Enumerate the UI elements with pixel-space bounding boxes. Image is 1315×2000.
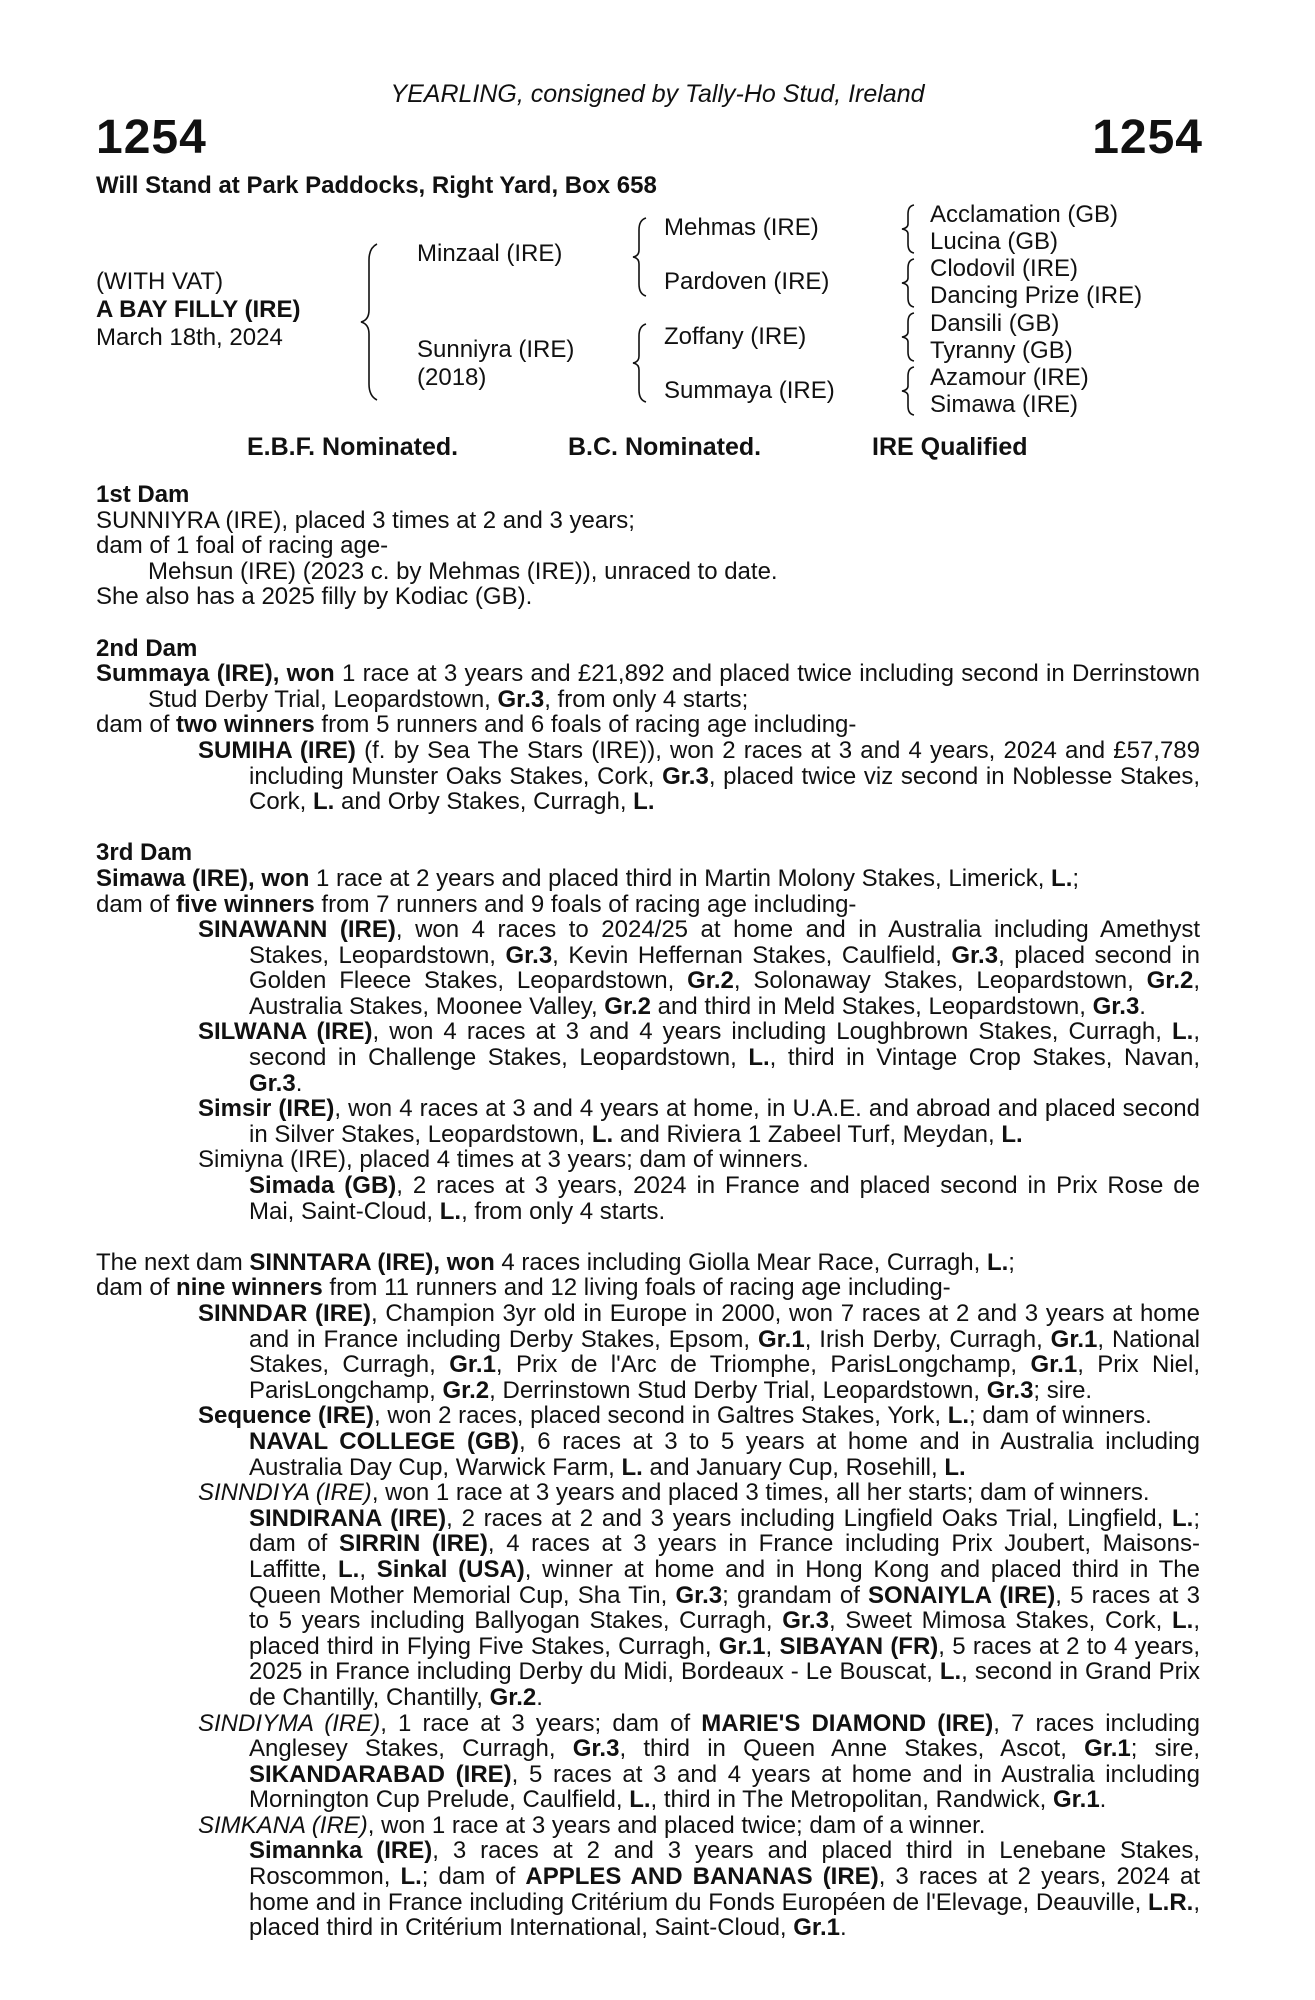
next-dam-produce: SINNDAR (IRE), Champion 3yr old in Europe in 2000, won 7 races at 2 and 3 years at home and in France including Derby Stakes, Epsom, Gr.1, Irish Derby, Curragh, Gr.1, National Stakes, Curragh, Gr.1, Prix de l'Arc de Triomphe, ParisLongchamp, Gr.1, Prix Niel, ParisLongchamp, Gr.2, Derrinstown Stud Derby Trial, Leopardstown, Gr.3; sire. [198,1300,1201,1404]
dam-sire-sire: Dansili (GB) [930,310,1060,337]
pedigree-brace-dd [898,364,920,418]
dam-sire: Zoffany (IRE) [664,323,807,350]
sire-sire-sire: Acclamation (GB) [930,201,1119,228]
dam-foal-year: (2018) [417,364,487,391]
third-dam-grandproduce: Simada (GB), 2 races at 3 years, 2024 in France and placed second in Prix Rose de Mai, Saint-Cloud, L., from only 4 starts. [249,1172,1200,1225]
second-dam-heading: 2nd Dam [96,634,198,662]
dam-sire-dam: Tyranny (GB) [930,337,1073,364]
next-dam-grandproduce: NAVAL COLLEGE (GB), 6 races at 3 to 5 years at home and in Australia including Australia Day Cup, Warwick Farm, L. and January Cup, Rosehill, L. [249,1427,1201,1481]
pedigree-brace-ss [898,202,920,256]
next-dam-grandproduce: SINDIYMA (IRE), 1 race at 3 years; dam of MARIE'S DIAMOND (IRE), 7 races including Anglesey Stakes, Curragh, Gr.3, third in Queen Anne Stakes, Ascot, Gr.1; sire, SIKANDARABAD (IRE), 5 races at 3 and 4 years at home and in Australia including Mornington Cup Prelude, Caulfield, L., third in The Metropolitan, Randwick, Gr.1. [198,1709,1200,1814]
third-dam-produce: Simiyna (IRE), placed 4 times at 3 years; dam of winners. [198,1146,809,1174]
pedigree-brace-dam [628,320,652,406]
next-dam-record: The next dam SINNTARA (IRE), won 4 races including Giolla Mear Race, Curragh, L.; [96,1248,1015,1276]
pedigree-brace-sd [898,256,920,310]
sire-dam: Pardoven (IRE) [664,268,830,295]
lot-number-right: 1254 [1092,111,1203,164]
second-dam-record: Summaya (IRE), won 1 race at 3 years and £21,892 and placed twice including second in Derrinstown Stud Derby Trial, Leopardstown, Gr.3, from only 4 starts; [96,660,1200,713]
ebf-nomination: E.B.F. Nominated. [247,433,459,461]
stable-location: Will Stand at Park Paddocks, Right Yard, Box 658 [96,172,657,199]
second-dam-produce: SUMIHA (IRE) (f. by Sea The Stars (IRE)), won 2 races at 3 and 4 years, 2024 and £57,789 including Munster Oaks Stakes, Cork, Gr.3, placed twice viz second in Noblesse Stakes, Cork, L. and Orby Stakes, Curragh, L. [198,736,1201,816]
dam-dam-dam: Simawa (IRE) [930,391,1079,418]
sire-dam-sire: Clodovil (IRE) [930,255,1079,282]
third-dam-produce: SINAWANN (IRE), won 4 races to 2024/25 at home and in Australia including Amethyst Stakes, Leopardstown, Gr.3, Kevin Heffernan Stakes, Caulfield, Gr.3, placed second in Golden Fleece Stakes, Leopardstown, Gr.2, Solonaway Stakes, Leopardstown, Gr.2, Australia Stakes, Moonee Valley, Gr.2 and third in Meld Stakes, Leopardstown, Gr.3. [198,916,1201,1020]
pedigree-brace-sire [628,214,652,300]
next-dam-produce: Sequence (IRE), won 2 races, placed second in Galtres Stakes, York, L.; dam of winners. [198,1402,1152,1430]
next-dam-produce: SIMKANA (IRE), won 1 race at 3 years and placed twice; dam of a winner. [198,1811,986,1839]
ire-qualified: IRE Qualified [872,433,1028,461]
first-dam-line: dam of 1 foal of racing age- [96,532,389,560]
produce-record [96,482,1200,1941]
third-dam-record: Simawa (IRE), won 1 race at 2 years and placed third in Martin Molony Stakes, Limerick, L.; [96,864,1080,892]
sire-sire: Mehmas (IRE) [664,214,819,241]
third-dam-produce: SILWANA (IRE), won 4 races at 3 and 4 years including Loughbrown Stakes, Curragh, L., second in Challenge Stakes, Leopardstown, L., third in Vintage Crop Stakes, Navan, Gr.3. [198,1018,1201,1097]
bc-nomination: B.C. Nominated. [568,433,762,461]
first-dam-heading: 1st Dam [96,481,190,508]
dam-dam-sire: Azamour (IRE) [930,364,1089,391]
sire-name: Minzaal (IRE) [417,240,563,267]
dam-dam: Summaya (IRE) [664,377,835,404]
pedigree-brace-ds [898,310,920,364]
third-dam-heading: 3rd Dam [96,839,193,867]
third-dam-summary: dam of five winners from 7 runners and 9 foals of racing age including- [96,890,857,918]
dam-name: Sunniyra (IRE) [417,336,575,363]
next-dam-summary: dam of nine winners from 11 runners and 12 living foals of racing age including- [96,1274,951,1302]
sire-dam-dam: Dancing Prize (IRE) [930,282,1143,309]
first-dam-produce: Mehsun (IRE) (2023 c. by Mehmas (IRE)), unraced to date. [148,557,778,585]
first-dam-line: She also has a 2025 filly by Kodiac (GB). [96,583,533,611]
next-dam-produce: SINNDIYA (IRE), won 1 race at 3 years and placed 3 times, all her starts; dam of winners. [198,1479,1150,1507]
first-dam-line: SUNNIYRA (IRE), placed 3 times at 2 and 3 years; [96,506,635,534]
consignor-subtitle: YEARLING, consigned by Tally-Ho Stud, Ireland [390,80,925,108]
next-dam-grandproduce: SINDIRANA (IRE), 2 races at 2 and 3 years including Lingfield Oaks Trial, Lingfield, L.; dam of SIRRIN (IRE), 4 races at 3 years in France including Prix Joubert, Maisons-Laffitte, L., Sinkal (USA), winner at home and in Hong Kong and placed third in The Queen Mother Memorial Cup, Sha Tin, Gr.3; grandam of SONAIYLA (IRE), 5 races at 3 to 5 years including Ballyogan Stakes, Curragh, Gr.3, Sweet Mimosa Stakes, Cork, L., placed third in Flying Five Stakes, Curragh, Gr.1, SIBAYAN (FR), 5 races at 2 to 4 years, 2025 in France including Derby du Midi, Bordeaux - Le Bouscat, L., second in Grand Prix de Chantilly, Chantilly, Gr.2. [249,1504,1200,1711]
sire-sire-dam: Lucina (GB) [930,228,1059,255]
third-dam-produce: Simsir (IRE), won 4 races at 3 and 4 years at home, in U.A.E. and abroad and placed second in Silver Stakes, Leopardstown, L. and Riviera 1 Zabeel Turf, Meydan, L. [198,1095,1200,1148]
horse-name: A BAY FILLY (IRE) [96,296,301,323]
vat-note: (WITH VAT) [96,268,224,295]
pedigree-brace-main [355,240,385,405]
second-dam-summary: dam of two winners from 5 runners and 6 foals of racing age including- [96,711,857,739]
lot-number-left: 1254 [96,111,207,164]
next-dam-grandproduce: Simannka (IRE), 3 races at 2 and 3 years and placed third in Lenebane Stakes, Roscommon, L.; dam of APPLES AND BANANAS (IRE), 3 races at 2 years, 2024 at home and in France including Critérium du Fonds Européen de l'Elevage, Deauville, L.R., placed third in Critérium International, Saint-Cloud, Gr.1. [249,1837,1200,1942]
foaling-date: March 18th, 2024 [96,324,283,351]
